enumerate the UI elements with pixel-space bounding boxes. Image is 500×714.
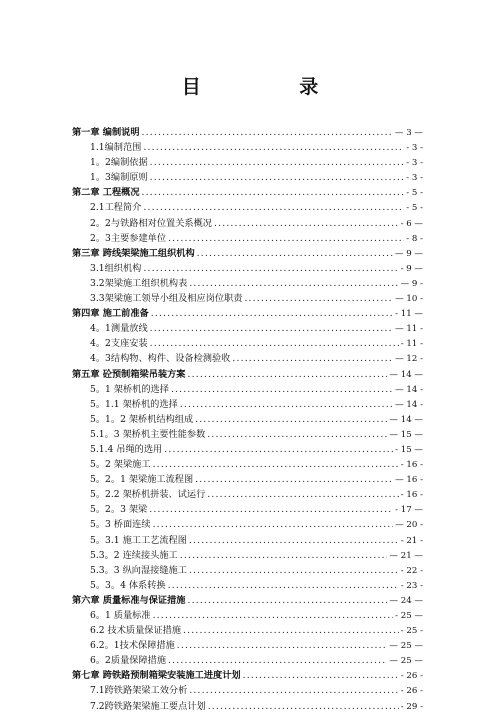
toc-entry-text: 5。2。1 架梁施工流程图 (90, 474, 194, 486)
toc-section-entry[interactable] (72, 155, 423, 170)
toc-leader-dots (153, 517, 394, 532)
toc-leader-dots (150, 321, 393, 336)
toc-entry-text: 第五章 砼预制箱梁吊装方案 (72, 368, 186, 380)
toc-entry-text: 5。2.2 架桥机拼装、试运行 (90, 489, 206, 501)
toc-chapter-entry[interactable] (72, 593, 423, 608)
toc-entry-text: 5。1。2 架桥机结构组成 (90, 413, 194, 425)
toc-section-entry[interactable] (72, 427, 423, 442)
toc-leader-dots (243, 668, 399, 683)
toc-section-entry[interactable] (72, 351, 423, 366)
toc-leader-dots (143, 261, 398, 276)
toc-entry-text: 5。3 桥面连续 (90, 519, 151, 531)
toc-page-number: — 21 — (389, 550, 423, 561)
toc-leader-dots (149, 502, 393, 517)
toc-page-number: — 3 — (394, 128, 423, 138)
toc-leader-dots (168, 231, 404, 246)
toc-entry-text: 5。1.1 架桥机的选择 (90, 398, 178, 410)
toc-entry-text: 2。2与铁路相对位置关系概况 (90, 217, 212, 229)
toc-entry-text: 5.1.4 吊绳的选用 (90, 443, 163, 455)
toc-entry-text: 6.2。1技术保障措施 (90, 640, 175, 652)
toc-leader-dots (150, 336, 399, 351)
toc-leader-dots (195, 412, 387, 427)
toc-entry-text: 2.1工程简介 (90, 202, 142, 214)
toc-leader-dots (150, 155, 405, 170)
toc-page-number: - 8 - (406, 233, 423, 244)
toc-entry-text: 3.2架梁施工组织机构表 (90, 277, 188, 289)
toc-page-number: - 16 - (400, 460, 423, 471)
toc-entry-text: 5。3.1 施工工艺流程图 (90, 534, 187, 546)
toc-leader-dots (189, 533, 399, 548)
toc-entry-text: 5。2 架梁施工 (90, 459, 151, 471)
toc-section-entry[interactable] (72, 276, 423, 291)
toc-page-number: - 29 - (400, 701, 423, 712)
toc-entry-text: 5。2。3 架梁 (90, 504, 148, 516)
toc-entry-text: 5。3。4 体系转换 (90, 579, 166, 591)
toc-leader-dots (187, 367, 387, 382)
toc-leader-dots (189, 276, 398, 291)
toc-section-entry[interactable] (72, 216, 423, 231)
toc-leader-dots (180, 548, 388, 563)
table-of-contents (72, 125, 423, 714)
toc-leader-dots (183, 623, 399, 638)
toc-page-number: - 11 — (395, 309, 423, 320)
toc-page-number: - 16 - (400, 490, 423, 501)
toc-entry-text: 第一章 编制说明 (72, 127, 140, 138)
toc-leader-dots (208, 699, 399, 714)
toc-entry-text: 4。2支座安装 (90, 338, 148, 350)
toc-leader-dots (207, 487, 399, 502)
toc-leader-dots (142, 125, 393, 140)
toc-section-entry[interactable] (72, 563, 423, 578)
toc-chapter-entry[interactable] (72, 668, 423, 683)
toc-section-entry[interactable] (72, 502, 423, 517)
toc-entry-text: 1。2编制依据 (90, 157, 148, 169)
toc-page-number: - 25 — (395, 611, 423, 621)
toc-leader-dots (189, 563, 399, 578)
toc-page-number: - 21 - (400, 535, 423, 546)
toc-section-entry[interactable] (72, 382, 423, 397)
toc-entry-text: 3.3架梁施工领导小组及相应岗位职责 (90, 293, 243, 305)
toc-page-number: — 12 - (395, 354, 423, 365)
toc-entry-text: 第三章 跨线架梁施工组织机构 (72, 247, 195, 259)
toc-page-number: - 9 — (400, 263, 423, 274)
toc-section-entry[interactable] (72, 487, 423, 502)
toc-page-number: — 25 — (389, 641, 423, 652)
toc-entry-text: 5.3。2 连续接头施工 (90, 549, 178, 561)
toc-chapter-entry[interactable] (72, 367, 423, 382)
toc-page-number: - 3 - (406, 143, 423, 154)
toc-page-number: - 17 — (395, 505, 423, 516)
toc-leader-dots (197, 246, 393, 261)
toc-page-number: — 25 — (389, 656, 423, 667)
toc-page-number: - 5 - (406, 188, 423, 199)
toc-entry-text: 2。3主要参建单位 (90, 232, 167, 244)
toc-section-entry[interactable] (72, 170, 423, 185)
toc-section-entry[interactable] (72, 608, 423, 623)
toc-entry-text: 6。2质量保障措施 (90, 655, 167, 667)
toc-section-entry[interactable] (72, 457, 423, 472)
toc-page-number: — 9 - (400, 278, 423, 289)
toc-page-number: - 26 - (400, 671, 423, 682)
toc-chapter-entry[interactable] (72, 246, 423, 261)
toc-section-entry[interactable] (72, 623, 423, 638)
toc-section-entry[interactable] (72, 683, 423, 698)
toc-page-number: - 25 - (400, 626, 423, 637)
toc-leader-dots (207, 427, 387, 442)
toc-section-entry[interactable] (72, 412, 423, 427)
toc-section-entry[interactable] (72, 140, 423, 155)
toc-leader-dots (171, 382, 393, 397)
toc-entry-text: 7.2跨铁路架梁施工要点计划 (90, 700, 206, 712)
toc-leader-dots (187, 593, 387, 608)
toc-section-entry[interactable] (72, 336, 423, 351)
toc-entry-text: 第二章 工程概况 (72, 187, 140, 199)
toc-section-entry[interactable] (72, 533, 423, 548)
toc-page-number: — 20 - (395, 520, 423, 531)
toc-page-number: - 6 — (400, 218, 423, 229)
toc-chapter-entry[interactable] (72, 185, 423, 200)
toc-page-number: — 14 — (389, 414, 423, 425)
toc-section-entry[interactable] (72, 548, 423, 563)
toc-section-entry[interactable] (72, 321, 423, 336)
toc-page-number: - 23 - (400, 580, 423, 591)
toc-entry-text: 4。3结构物、构件、设备检测验收 (90, 353, 231, 365)
toc-page-number: - 5 - (406, 203, 423, 214)
toc-section-entry[interactable] (72, 699, 423, 714)
toc-section-entry[interactable] (72, 261, 423, 276)
toc-leader-dots (232, 351, 393, 366)
toc-entry-text: 4。1测量放线 (90, 323, 148, 335)
toc-leader-dots (195, 472, 393, 487)
toc-leader-dots (143, 200, 404, 215)
toc-page-number: - 26 - (400, 686, 423, 697)
toc-page-number: — 14 - (395, 384, 423, 395)
toc-section-entry[interactable] (72, 472, 423, 487)
toc-leader-dots (168, 653, 387, 668)
toc-leader-dots (143, 140, 404, 155)
toc-entry-text: 6。1 质量标准 (90, 610, 151, 621)
toc-page-number: — 14 — (389, 369, 423, 380)
toc-page-number: — 9 — (394, 248, 423, 259)
toc-section-entry[interactable] (72, 653, 423, 668)
toc-leader-dots (189, 683, 398, 698)
toc-entry-text: 7.1跨铁路架梁工效分析 (90, 685, 188, 697)
toc-leader-dots (244, 291, 393, 306)
toc-entry-text: 5。1 架桥机的选择 (90, 383, 169, 395)
toc-section-entry[interactable] (72, 231, 423, 246)
toc-page-number: - 15 — (395, 444, 423, 455)
toc-leader-dots (150, 170, 405, 185)
toc-section-entry[interactable] (72, 200, 423, 215)
toc-entry-text: 第六章 质量标准与保证措施 (72, 594, 186, 606)
toc-entry-text: 1。3编制原则 (90, 172, 148, 184)
toc-entry-text: 1.1编制范围 (90, 142, 142, 154)
toc-section-entry[interactable] (72, 291, 423, 306)
toc-entry-text: 5.3。3 纵向湿接缝施工 (90, 564, 187, 576)
toc-leader-dots (164, 442, 393, 457)
toc-page-number: — 10 - (395, 294, 423, 305)
toc-leader-dots (142, 185, 405, 200)
toc-page-number: - 3 - (406, 158, 423, 169)
toc-section-entry[interactable] (72, 638, 423, 653)
toc-page-number: - 22 - (400, 565, 423, 576)
toc-page-number: — 24 — (389, 595, 423, 606)
toc-section-entry[interactable] (72, 397, 423, 412)
toc-title: 目 录 (181, 76, 365, 98)
toc-section-entry[interactable] (72, 442, 423, 457)
toc-page-number: — 11 - (395, 324, 423, 335)
toc-leader-dots (153, 608, 394, 623)
toc-entry-text: 第七章 跨铁路预制箱梁安装施工进度计划 (72, 670, 241, 682)
toc-section-entry[interactable] (72, 517, 423, 532)
toc-entry-text: 6.2 技术质量保证措施 (90, 625, 182, 637)
toc-chapter-entry[interactable] (72, 306, 423, 321)
toc-leader-dots (180, 397, 393, 412)
toc-page-number: - 3 - (406, 173, 423, 184)
toc-entry-text: 3.1组织机构 (90, 262, 142, 274)
toc-leader-dots (168, 578, 399, 593)
toc-entry-text: 第四章 施工前准备 (72, 308, 149, 320)
toc-entry-text: 5.1。3 架桥机主要性能参数 (90, 428, 206, 440)
toc-leader-dots (153, 457, 399, 472)
toc-leader-dots (177, 638, 388, 653)
toc-leader-dots (214, 216, 399, 231)
toc-leader-dots (151, 306, 393, 321)
toc-page-number: - 11 - (400, 339, 423, 350)
toc-section-entry[interactable] (72, 578, 423, 593)
toc-page-number: — 15 — (389, 429, 423, 440)
toc-chapter-entry[interactable] (72, 125, 423, 140)
toc-page-number: — 14 - (395, 399, 423, 410)
toc-page-number: — 16 - (395, 475, 423, 486)
